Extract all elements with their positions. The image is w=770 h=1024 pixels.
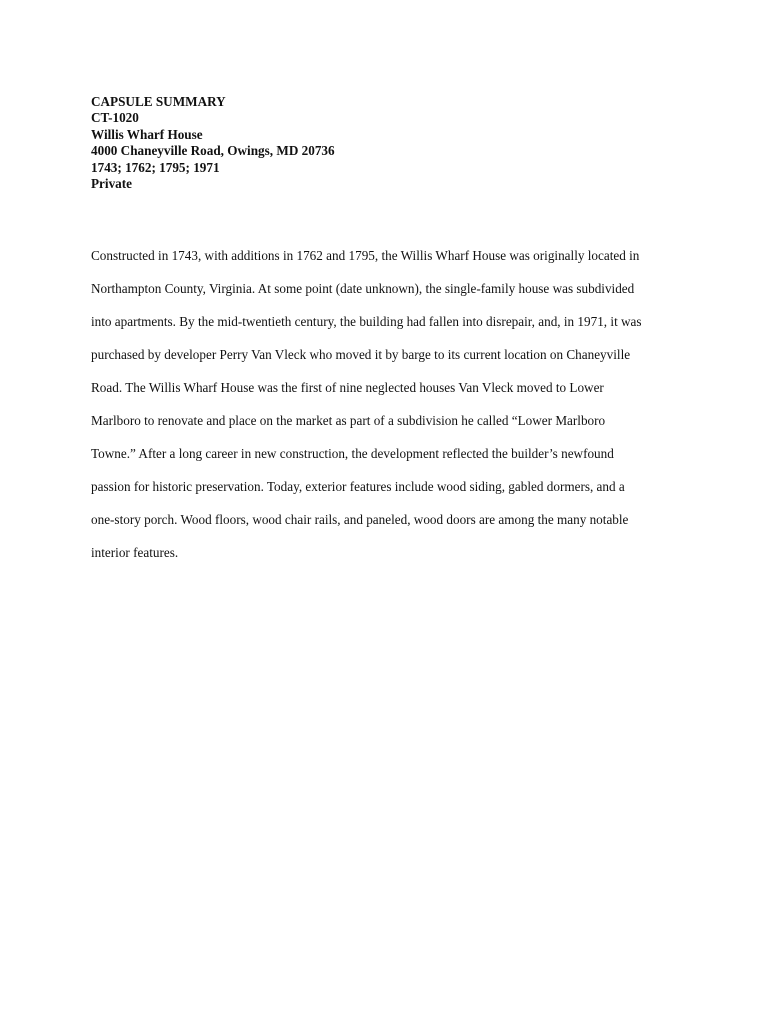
summary-line: interior features. [91, 545, 179, 560]
summary-line: into apartments. By the mid-twentieth century, the building had fallen into disrepair, and, in 1971, it was [91, 314, 642, 329]
summary-line: one-story porch. Wood floors, wood chair rails, and paneled, wood doors are among the many notable [91, 512, 629, 527]
capsule-summary-header [91, 94, 651, 192]
construction-dates: 1743; 1762; 1795; 1971 [91, 159, 220, 175]
summary-paragraph [91, 239, 691, 569]
summary-line: passion for historic preservation. Today, exterior features include wood siding, gabled dormers, and a [91, 479, 625, 494]
summary-line: Northampton County, Virginia. At some point (date unknown), the single-family house was subdivided [91, 281, 635, 296]
ownership: Private [91, 176, 133, 192]
document-title: CAPSULE SUMMARY [91, 94, 226, 109]
property-name: Willis Wharf House [91, 126, 203, 142]
summary-line: purchased by developer Perry Van Vleck who moved it by barge to its current location on Chaneyville [91, 347, 631, 362]
inventory-number: CT-1020 [91, 110, 139, 126]
summary-line: Road. The Willis Wharf House was the first of nine neglected houses Van Vleck moved to Lower [91, 380, 604, 395]
summary-line: Constructed in 1743, with additions in 1762 and 1795, the Willis Wharf House was originally located in [91, 248, 640, 263]
property-address: 4000 Chaneyville Road, Owings, MD 20736 [91, 143, 335, 159]
summary-line: Marlboro to renovate and place on the market as part of a subdivision he called “Lower Marlboro [91, 413, 606, 428]
summary-line: Towne.” After a long career in new construction, the development reflected the builder’s newfound [91, 446, 614, 461]
